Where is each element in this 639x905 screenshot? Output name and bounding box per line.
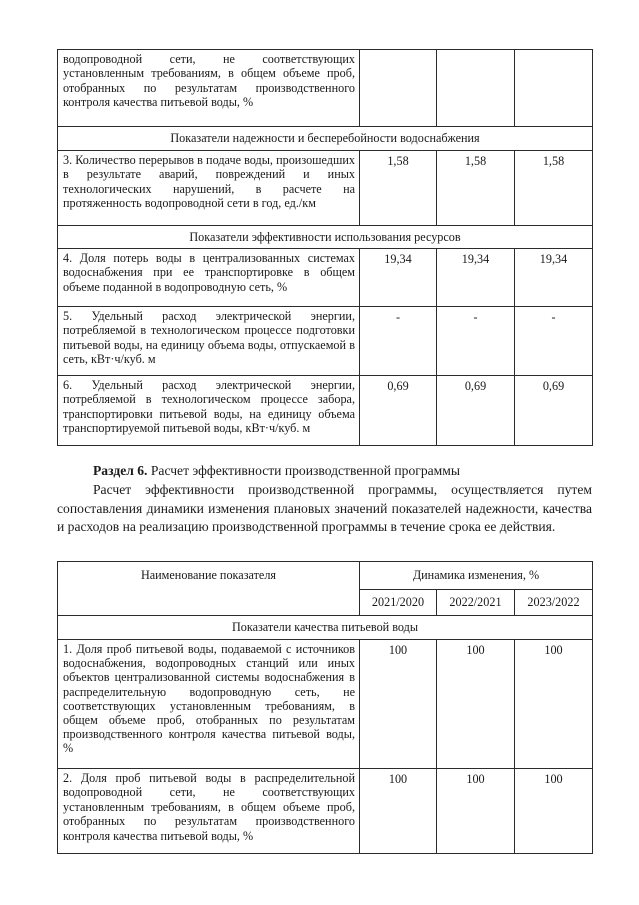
indicator-value: 1,58 <box>360 151 437 226</box>
section-6-number: Раздел 6. <box>93 463 148 478</box>
indicator-value: 0,69 <box>437 376 515 446</box>
indicator-value: 100 <box>515 769 593 854</box>
indicator-value: - <box>360 307 437 376</box>
indicator-value: 1,58 <box>515 151 593 226</box>
section-6-body-text: Расчет эффективности производственной программы, осуществляется путем сопоставления динамики изменения плановых значений показателей надежности, качества и расходов на реализацию производственной программы в течение срока ее действия. <box>57 482 592 534</box>
table-row <box>58 249 593 307</box>
table-row <box>58 151 593 226</box>
column-header-year: 2022/2021 <box>437 590 515 616</box>
indicator-description: 5. Удельный расход электрической энергии, потребляемой в технологическом процессе подготовки питьевой воды, на единицу объема воды, отпускаемой в сеть, кВт·ч/куб. м <box>58 307 360 376</box>
column-header-year: 2021/2020 <box>360 590 437 616</box>
indicator-description: 1. Доля проб питьевой воды, подаваемой с источников водоснабжения, водопроводных станций или иных объектов централизованной системы водоснабжения в распределительную водопроводную сеть, не соответствующих установленным требованиям, в общем объеме проб, отобранных по результатам производственного контроля качества питьевой воды, % <box>58 640 360 769</box>
indicator-value: - <box>437 307 515 376</box>
indicator-value: 100 <box>437 640 515 769</box>
section-heading-quality: Показатели качества питьевой воды <box>58 616 593 640</box>
indicator-value <box>437 50 515 127</box>
indicator-value: 19,34 <box>515 249 593 307</box>
indicator-value: 0,69 <box>515 376 593 446</box>
indicator-value: 100 <box>437 769 515 854</box>
indicator-value: 100 <box>515 640 593 769</box>
indicator-value <box>515 50 593 127</box>
indicator-description: 2. Доля проб питьевой воды в распределительной водопроводной сети, не соответствующих установленным требованиям, в общем объеме проб, отобранных по результатам производственного контроля качества питьевой воды, % <box>58 769 360 854</box>
indicator-value: 100 <box>360 640 437 769</box>
indicator-description: 6. Удельный расход электрической энергии, потребляемой в технологическом процессе забора, транспортировки питьевой воды, на единицу объема транспортируемой питьевой воды, кВт·ч/куб. м <box>58 376 360 446</box>
column-header-dynamics: Динамика изменения, % <box>360 562 593 590</box>
indicator-value <box>360 50 437 127</box>
section-6-title <box>57 462 592 481</box>
indicator-value: 19,34 <box>437 249 515 307</box>
indicator-value: 0,69 <box>360 376 437 446</box>
section-row <box>58 226 593 249</box>
section-heading-reliability: Показатели надежности и бесперебойности водоснабжения <box>58 127 593 151</box>
table-row <box>58 376 593 446</box>
indicator-value: - <box>515 307 593 376</box>
indicator-value: 1,58 <box>437 151 515 226</box>
table-row <box>58 640 593 769</box>
section-heading-efficiency: Показатели эффективности использования ресурсов <box>58 226 593 249</box>
indicator-value: 19,34 <box>360 249 437 307</box>
indicator-description: 3. Количество перерывов в подаче воды, произошедших в результате аварий, повреждений и иных технологических нарушений, в расчете на протяженность водопроводной сети в год, ед./км <box>58 151 360 226</box>
table-row <box>58 769 593 854</box>
section-row <box>58 127 593 151</box>
section-6-title-text: Расчет эффективности производственной программы <box>147 463 460 478</box>
table-row <box>58 307 593 376</box>
table-row <box>58 50 593 127</box>
column-header-name: Наименование показателя <box>58 562 360 616</box>
column-header-year: 2023/2022 <box>515 590 593 616</box>
indicator-value: 100 <box>360 769 437 854</box>
table-header-row <box>58 562 593 590</box>
indicator-description: водопроводной сети, не соответствующих установленным требованиям, в общем объеме проб, отобранных по результатам производственного контроля качества питьевой воды, % <box>58 50 360 127</box>
dynamics-table <box>57 561 593 854</box>
section-6-paragraph <box>57 481 592 537</box>
indicators-table-continued <box>57 49 593 446</box>
indicator-description: 4. Доля потерь воды в централизованных системах водоснабжения при ее транспортировке в общем объеме поданной в водопроводную сеть, % <box>58 249 360 307</box>
section-row <box>58 616 593 640</box>
